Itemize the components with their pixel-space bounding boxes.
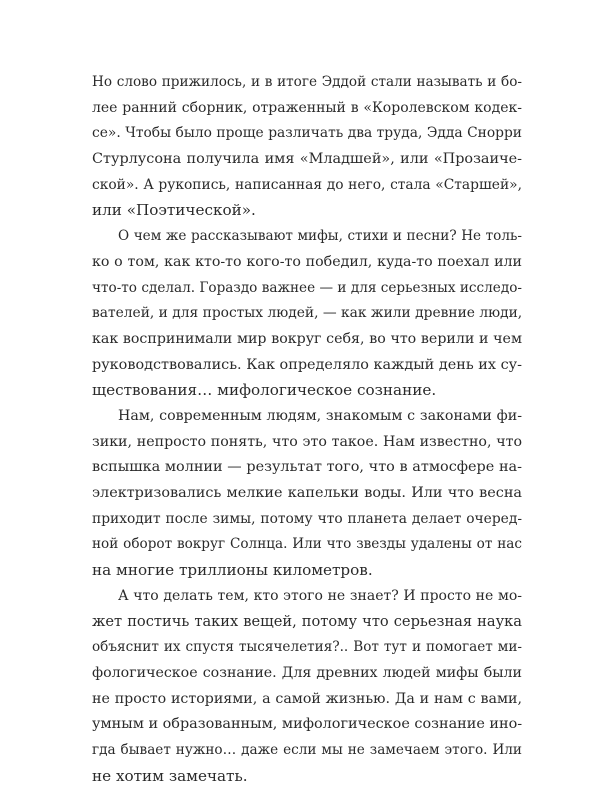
- text-line: вателей, и для простых людей, — как жили древние люди,: [92, 305, 523, 322]
- text-line: фологическое сознание. Для древних людей мифы были: [92, 664, 522, 681]
- text-line: Нам, современным людям, знакомым с законами фи-: [118, 407, 522, 424]
- text-line: умным и образованным, мифологическое сознание ино-: [92, 716, 523, 733]
- text-line: не просто историями, а самой жизнью. Да и нам с вами,: [92, 690, 522, 707]
- text-line: электризовались мелкие капельки воды. Или что весна: [92, 485, 522, 501]
- text-line: приходит после зимы, потому что планета делает очеред-: [92, 510, 522, 527]
- text-line: объяснит их спустя тысячелетия?.. Вот тут и помогает ми-: [92, 639, 522, 656]
- text-line: на многие триллионы километров.: [92, 561, 373, 580]
- text-line: Стурлусона получила имя «Младшей», или «Прозаиче-: [92, 151, 522, 168]
- text-line: зики, непросто понять, что это такое. Нам известно, что: [92, 433, 522, 450]
- text-line: ществования… мифологическое сознание.: [92, 381, 437, 400]
- paragraph-2: [92, 224, 522, 404]
- text-line: или «Поэтической».: [92, 201, 256, 220]
- paragraph-1: [92, 70, 522, 224]
- text-line: Но слово прижилось, и в итоге Эддой стали называть и бо-: [92, 74, 522, 90]
- paragraph-4: [92, 584, 522, 789]
- paragraph-3: [92, 404, 522, 584]
- text-line: что-то сделал. Гораздо важнее — и для серьезных исследо-: [92, 279, 522, 296]
- text-line: жет постичь таких вещей, потому что серьезная наука: [92, 613, 522, 631]
- text-line: как воспринимали мир вокруг себя, во что верили и чем: [92, 330, 522, 347]
- text-line: ской». А рукопись, написанная до него, стала «Старшей»,: [92, 176, 522, 193]
- text-line: ной оборот вокруг Солнца. Или что звезды удалены от нас: [92, 536, 522, 553]
- text-line: гда бывает нужно… даже если мы не замечаем этого. Или: [92, 741, 522, 758]
- text-line: не хотим замечать.: [92, 766, 248, 785]
- text-line: лее ранний сборник, отраженный в «Королевском кодек-: [92, 99, 522, 116]
- text-line: О чем же рассказывают мифы, стихи и песни? Не толь-: [118, 228, 522, 245]
- text-line: се». Чтобы было проще различать два труда, Эдда Снорри: [92, 125, 522, 142]
- text-line: А что делать тем, кто этого не знает? И просто не мо-: [118, 587, 522, 604]
- text-line: ко о том, как кто-то кого-то победил, куда-то поехал или: [92, 253, 522, 270]
- text-line: вспышка молнии — результат того, что в атмосфере на-: [92, 459, 522, 476]
- body-text: [92, 70, 522, 789]
- text-line: руководствовались. Как определяло каждый день их су-: [92, 356, 522, 373]
